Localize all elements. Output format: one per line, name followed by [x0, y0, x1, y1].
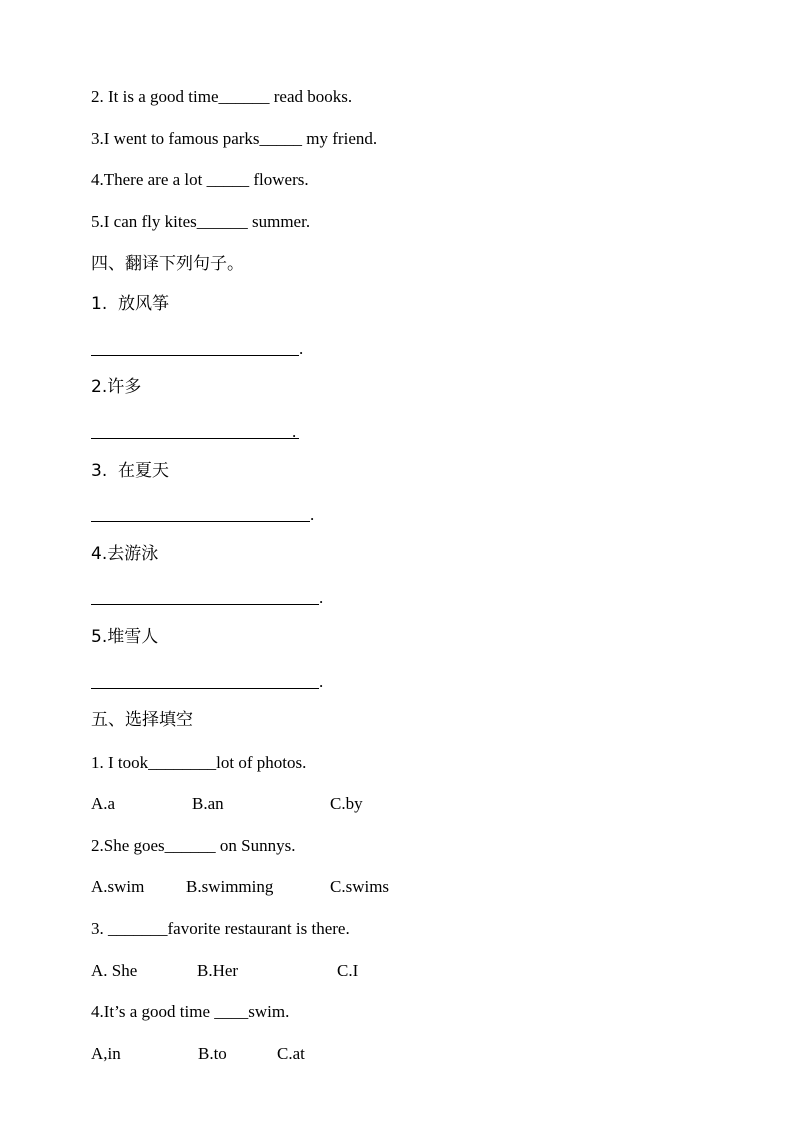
section-heading-translate: 四、翻译下列句子。 [91, 254, 244, 274]
answer-line-end-2: . [292, 422, 297, 441]
question-1: 1. I took________lot of photos. [91, 753, 307, 772]
question-1-option-a[interactable]: A.a [91, 794, 116, 813]
question-4: 4.It’s a good time ____swim. [91, 1002, 290, 1021]
translate-prompt-4: 4.去游泳 [91, 544, 159, 564]
question-3-option-a[interactable]: A. She [91, 961, 138, 980]
answer-line-3[interactable] [91, 521, 310, 522]
question-3: 3. _______favorite restaurant is there. [91, 919, 350, 938]
answer-line-4[interactable] [91, 604, 319, 605]
question-3-option-c[interactable]: C.I [337, 961, 359, 980]
answer-line-5[interactable] [91, 688, 319, 689]
fill-blank-item-3: 3.I went to famous parks_____ my friend. [91, 129, 378, 148]
question-3-option-b[interactable]: B.Her [197, 961, 239, 980]
translate-prompt-5: 5.堆雪人 [91, 627, 159, 647]
section-heading-multiple-choice: 五、选择填空 [91, 710, 193, 730]
answer-line-1[interactable] [91, 355, 299, 356]
answer-line-end-5: . [319, 672, 324, 691]
question-2-option-c[interactable]: C.swims [330, 877, 390, 896]
fill-blank-item-5: 5.I can fly kites______ summer. [91, 212, 311, 231]
answer-line-end-4: . [319, 588, 324, 607]
question-2-option-b[interactable]: B.swimming [186, 877, 274, 896]
question-1-option-b[interactable]: B.an [192, 794, 224, 813]
fill-blank-item-4: 4.There are a lot _____ flowers. [91, 170, 309, 189]
translate-prompt-3: 3. 在夏天 [91, 461, 170, 481]
translate-prompt-1: 1. 放风筝 [91, 294, 170, 314]
question-1-option-c[interactable]: C.by [330, 794, 363, 813]
answer-line-2[interactable] [91, 438, 299, 439]
question-4-option-c[interactable]: C.at [277, 1044, 305, 1063]
fill-blank-item-2: 2. It is a good time______ read books. [91, 87, 353, 106]
answer-line-end-1: . [299, 339, 304, 358]
question-4-option-b[interactable]: B.to [198, 1044, 227, 1063]
question-2-option-a[interactable]: A.swim [91, 877, 145, 896]
translate-prompt-2: 2.许多 [91, 377, 142, 397]
question-2: 2.She goes______ on Sunnys. [91, 836, 296, 855]
answer-line-end-3: . [310, 505, 315, 524]
question-4-option-a[interactable]: A,in [91, 1044, 121, 1063]
